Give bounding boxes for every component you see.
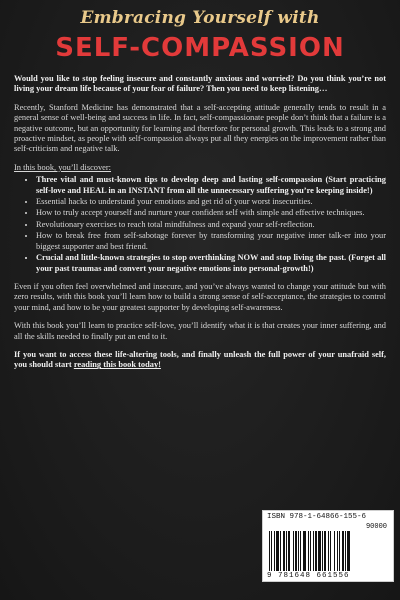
barcode-bar (308, 531, 309, 571)
barcode-bar (324, 531, 326, 571)
discover-list (14, 175, 386, 274)
barcode-bar (276, 531, 279, 571)
barcode-bar (334, 531, 335, 571)
barcode-bar (347, 531, 350, 571)
paragraph-stanford: Recently, Stanford Medicine has demonstrated that a self-accepting attitude generally tends to result in a general sense of well-being and success in life. In fact, self-compassionate people don’t think that a failure is a negative outcome, but an opportunity for learning and therefore for personal growth. This leads to a strong and proactive mindset, as people with self-compassion always put all they energies on the improvement rather than self-criticism and negative talk. (14, 102, 386, 154)
barcode-bar (313, 531, 314, 571)
barcode-bar (342, 531, 344, 571)
list-item: • Three vital and must-known tips to develop deep and lasting self-compassion (Start practicing self-love and HEAL in an INSTANT from all the unnecessary suffering you’re keeping inside!) (36, 175, 386, 196)
list-item: • Crucial and little-known strategies to stop overthinking NOW and stop living the past. (Forget all your past traumas and convert your negative emotions into personal-growth!) (36, 253, 386, 274)
list-item: • How to truly accept yourself and nurture your confident self with simple and effective techniques. (36, 208, 386, 218)
barcode-bar (300, 531, 301, 571)
title-main: SELF-COMPASSION (55, 33, 345, 63)
barcode-bar (315, 531, 317, 571)
price-code: 90000 (365, 523, 387, 531)
cta-text: If you want to access these life-altering tools, and finally unleash the full power of your unafraid self, you should start (14, 349, 386, 370)
call-to-action (14, 350, 386, 371)
barcode-bar (318, 531, 321, 571)
barcode-bar (269, 531, 270, 571)
barcode-bar (298, 531, 299, 571)
title-top: Embracing Yourself with (80, 8, 320, 28)
cta-link: reading this book today! (73, 360, 161, 370)
barcode-bar (310, 531, 311, 571)
barcode-bar (293, 531, 294, 571)
list-item: • How to break free from self-sabotage forever by transforming your negative inner talk-er into your biggest supporter and best friend. (36, 231, 386, 252)
paragraph-self-love: With this book you’ll learn to practice self-love, you’ll identify what it is that creates your inner suffering, and all the skills needed to finally put an end to it. (14, 321, 386, 341)
barcode-bar (288, 531, 290, 571)
barcode-bar (337, 531, 338, 571)
barcode-bar (271, 531, 272, 571)
barcode-bar (286, 531, 287, 571)
barcode-bars (267, 531, 389, 571)
blurb (14, 74, 386, 379)
barcode-bar (328, 531, 329, 571)
discover-heading: In this book, you’ll discover: (14, 162, 111, 172)
barcode-bar (283, 531, 285, 571)
barcode-bar (303, 531, 306, 571)
isbn-label: ISBN 978-1-64866-155-6 (267, 513, 367, 521)
barcode-bar (274, 531, 275, 571)
list-item: • Essential hacks to understand your emotions and get rid of your worst insecurities. (36, 197, 386, 207)
barcode-bar (322, 531, 323, 571)
isbn-barcode (262, 510, 394, 582)
barcode-bar (330, 531, 331, 571)
barcode-bar (280, 531, 281, 571)
paragraph-overwhelmed: Even if you often feel overwhelmed and insecure, and you’ve always wanted to change your attitude but with zero results, with this book you’ll learn how to build a strong sense of self-acceptance, the strategies to control your mind, and how to be your greatest supporter by developing self-awareness. (14, 281, 386, 312)
barcode-bar (345, 531, 346, 571)
lead-paragraph: Would you like to stop feeling insecure and constantly anxious and worried? Do you think you’re not living your dream life because of your fear of failure? Then you need to keep listening… (14, 74, 386, 94)
barcode-bar (295, 531, 297, 571)
ean-digits: 9 781648 661556 (267, 572, 350, 580)
barcode-bar (339, 531, 340, 571)
list-item: • Revolutionary exercises to reach total mindfulness and expand your self-reflection. (36, 220, 386, 230)
